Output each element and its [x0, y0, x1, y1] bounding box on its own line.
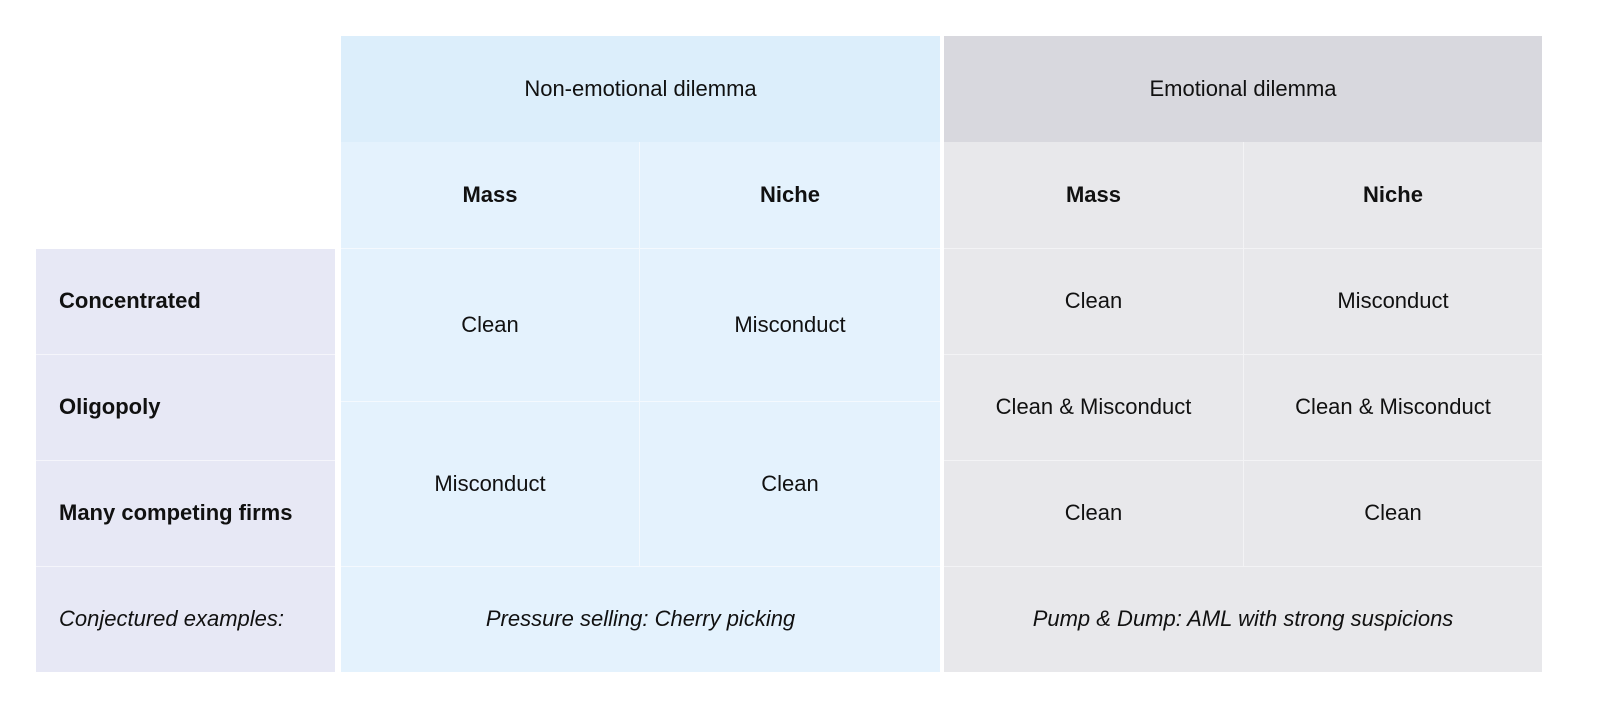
column-header-non-emotional-mass: Mass — [341, 142, 640, 249]
column-header-emotional-niche: Niche — [1244, 142, 1542, 249]
row-header-many-competing-firms: Many competing firms — [36, 461, 335, 567]
emotional-mass-many-firms-cell: Clean — [944, 461, 1244, 567]
non-emotional-example-cell: Pressure selling: Cherry picking — [341, 567, 940, 672]
non-emotional-mass-upper-cell: Clean — [341, 249, 640, 402]
group-header-emotional: Emotional dilemma — [944, 36, 1542, 142]
emotional-niche-oligopoly-cell: Clean & Misconduct — [1244, 355, 1542, 461]
group-header-non-emotional: Non-emotional dilemma — [341, 36, 940, 142]
non-emotional-niche-lower-cell: Clean — [640, 402, 940, 567]
emotional-mass-oligopoly-cell: Clean & Misconduct — [944, 355, 1244, 461]
row-header-conjectured-examples: Conjectured examples: — [36, 567, 335, 672]
emotional-niche-many-firms-cell: Clean — [1244, 461, 1542, 567]
row-header-oligopoly: Oligopoly — [36, 355, 335, 461]
column-header-non-emotional-niche: Niche — [640, 142, 940, 249]
non-emotional-niche-upper-cell: Misconduct — [640, 249, 940, 402]
row-header-concentrated: Concentrated — [36, 249, 335, 355]
non-emotional-mass-lower-cell: Misconduct — [341, 402, 640, 567]
emotional-mass-concentrated-cell: Clean — [944, 249, 1244, 355]
emotional-niche-concentrated-cell: Misconduct — [1244, 249, 1542, 355]
column-header-emotional-mass: Mass — [944, 142, 1244, 249]
emotional-example-cell: Pump & Dump: AML with strong suspicions — [944, 567, 1542, 672]
